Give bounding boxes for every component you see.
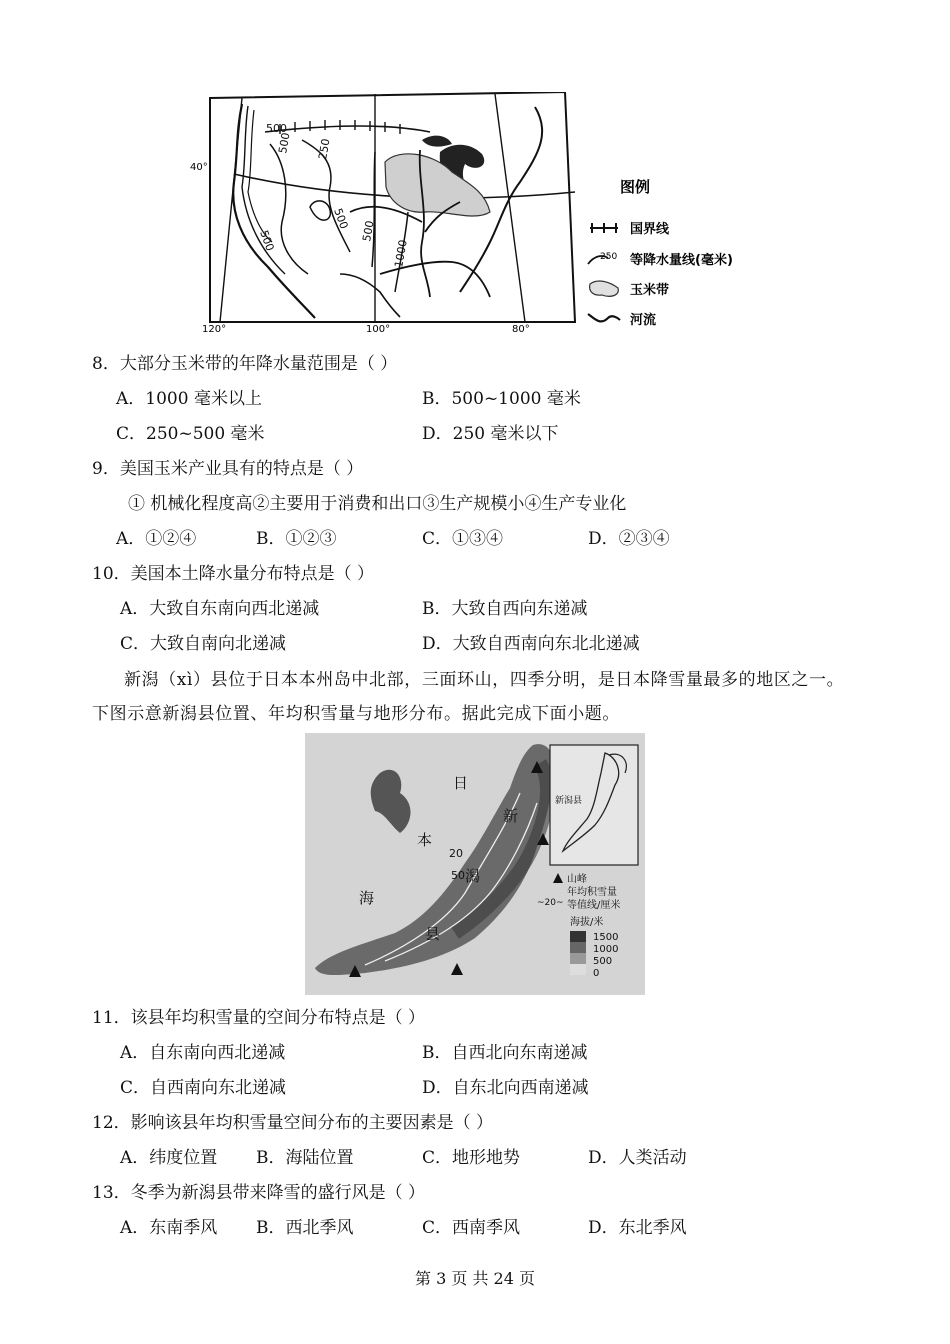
legend-isohyet-label: 等降水量线(毫米) [630, 253, 733, 268]
q10-option-b[interactable]: B．大致自西向东递减 [422, 599, 588, 619]
contour-label: 500 [266, 122, 287, 135]
longitude-label: 100° [366, 324, 391, 335]
contour-label: 500 [331, 206, 351, 231]
legend-border-label: 国界线 [630, 222, 670, 237]
legend-elev-level: 1500 [593, 932, 619, 943]
county-char: 新 [503, 807, 519, 825]
legend-elev-title: 海拔/米 [570, 917, 604, 928]
q13-option-c[interactable]: C．西南季风 [422, 1218, 521, 1238]
q9-option-c[interactable]: C．①③④ [422, 529, 504, 549]
legend-river-label: 河流 [630, 313, 657, 328]
county-char: 潟 [465, 867, 481, 885]
q12-option-c[interactable]: C．地形地势 [422, 1148, 521, 1168]
page-footer: 第 3 页 共 24 页 [415, 1269, 535, 1288]
snow-contour-label: 50 [451, 869, 465, 882]
contour-label: 1000 [392, 238, 410, 269]
contour-label: 250 [316, 137, 333, 161]
legend-cornbelt-label: 玉米带 [630, 283, 670, 298]
q8-option-b[interactable]: B．500~1000 毫米 [422, 389, 581, 409]
q9-stem: 9．美国玉米产业具有的特点是（ ） [92, 459, 364, 479]
legend-peak-label: 山峰 [567, 874, 587, 885]
contour-label: 500 [276, 131, 293, 155]
q9-option-d[interactable]: D．②③④ [588, 529, 670, 549]
county-char: 县 [425, 925, 441, 943]
longitude-label: 120° [202, 324, 227, 335]
usa-precipitation-map [190, 92, 780, 342]
q8-option-a[interactable]: A．1000 毫米以上 [116, 389, 262, 409]
legend-snow-unit: 等值线/厘米 [567, 900, 621, 911]
legend-isohyet-value: 250 [600, 252, 618, 262]
q10-option-c[interactable]: C．大致自南向北递减 [120, 634, 287, 654]
q10-option-d[interactable]: D．大致自西南向东北北递减 [422, 634, 640, 654]
q13-stem: 13．冬季为新潟县带来降雪的盛行风是（ ） [92, 1183, 426, 1203]
q9-option-b[interactable]: B．①②③ [256, 529, 337, 549]
latitude-label: 40° [190, 162, 208, 173]
sea-char: 本 [417, 831, 433, 849]
q8-option-d[interactable]: D．250 毫米以下 [422, 424, 559, 444]
passage: 新潟（xì）县位于日本本州岛中北部，三面环山，四季分明，是日本降雪量最多的地区之一。下图示意新潟县位置、年均积雪量与地形分布。据此完成下面小题。 [92, 670, 845, 724]
border-north [265, 126, 430, 132]
q9-option-a[interactable]: A．①②④ [116, 529, 197, 549]
q10-stem: 10．美国本土降水量分布特点是（ ） [92, 564, 375, 584]
q12-option-d[interactable]: D．人类活动 [588, 1148, 687, 1168]
q12-option-b[interactable]: B．海陆位置 [256, 1148, 354, 1168]
q13-option-b[interactable]: B．西北季风 [256, 1218, 354, 1238]
legend-snow-label: 年均积雪量 [567, 887, 617, 898]
niigata-map [305, 733, 645, 995]
snow-contour-label: 20 [449, 847, 463, 860]
q11-option-c[interactable]: C．自西南向东北递减 [120, 1078, 287, 1098]
map1-legend [588, 178, 733, 328]
q8-option-c[interactable]: C．250~500 毫米 [116, 424, 265, 444]
q13-option-a[interactable]: A．东南季风 [120, 1218, 218, 1238]
inset-japan [550, 745, 638, 865]
legend-snow-value: ~20~ [537, 898, 564, 908]
q12-stem: 12．影响该县年均积雪量空间分布的主要因素是（ ） [92, 1113, 494, 1133]
legend-elev-level: 0 [593, 968, 600, 979]
q11-stem: 11．该县年均积雪量的空间分布特点是（ ） [92, 1008, 426, 1028]
longitude-label: 80° [512, 324, 530, 335]
legend-elev-level: 1000 [593, 944, 619, 955]
q13-option-d[interactable]: D．东北季风 [588, 1218, 687, 1238]
contour-label: 500 [360, 219, 377, 243]
q11-option-a[interactable]: A．自东南向西北递减 [120, 1043, 286, 1063]
inset-label: 新潟县 [555, 796, 583, 806]
q9-items: ① 机械化程度高②主要用于消费和出口③生产规模小④生产专业化 [128, 494, 627, 514]
q10-option-a[interactable]: A．大致自东南向西北递减 [120, 599, 320, 619]
legend-title: 图例 [620, 178, 651, 196]
legend-elev-level: 500 [593, 956, 613, 967]
sea-char: 日 [453, 774, 469, 792]
q12-option-a[interactable]: A．纬度位置 [120, 1148, 218, 1168]
sea-char: 海 [359, 889, 375, 907]
q11-option-b[interactable]: B．自西北向东南递减 [422, 1043, 588, 1063]
q11-option-d[interactable]: D．自东北向西南递减 [422, 1078, 589, 1098]
contour-label: 500 [257, 228, 277, 253]
q8-stem: 8．大部分玉米带的年降水量范围是（ ） [92, 354, 398, 374]
